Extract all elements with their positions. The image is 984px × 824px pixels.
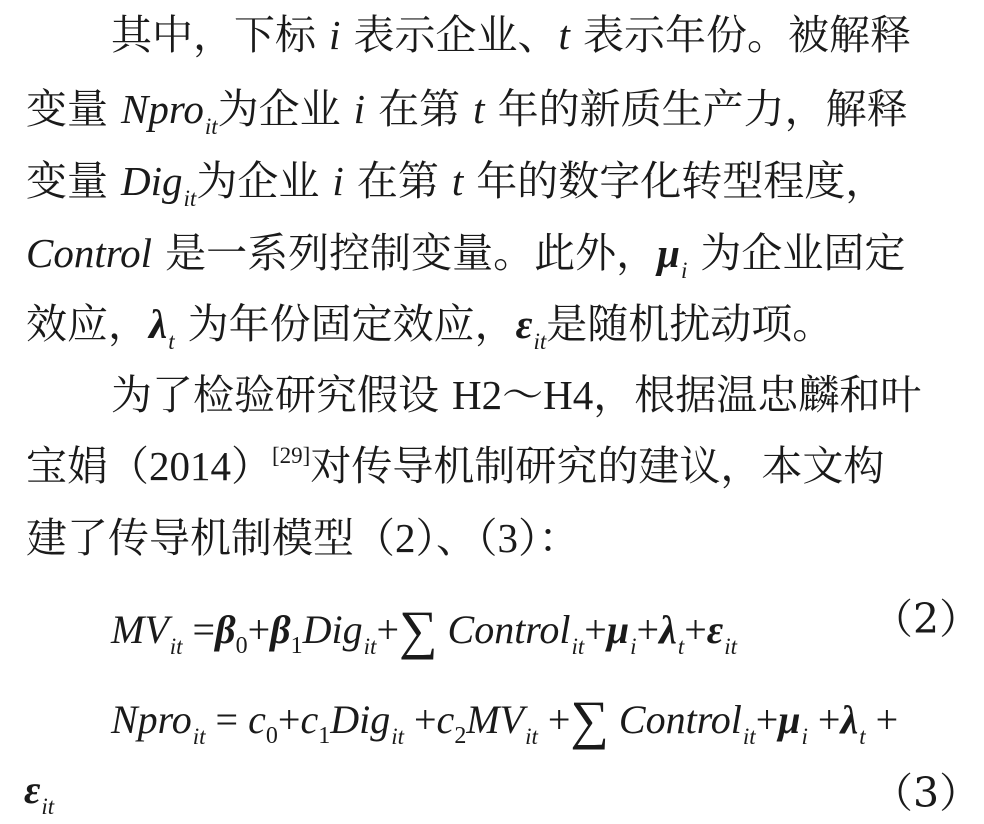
subscript: it: [525, 724, 538, 749]
mu-symbol: μ: [657, 230, 680, 276]
var-control: Control: [447, 607, 571, 652]
var-control: Control: [26, 230, 153, 276]
subscript: it: [391, 724, 404, 749]
epsilon-symbol: ε: [24, 767, 41, 812]
subscript: it: [742, 724, 756, 749]
var-dig: Dig: [121, 158, 183, 204]
subscript: t: [168, 329, 175, 354]
paragraph-1-line-1: [111, 11, 911, 59]
var-control: Control: [618, 697, 742, 742]
subscript: t: [677, 634, 685, 659]
text: 是随机扰动项。: [546, 300, 834, 348]
text: 建了传导机制模型（: [26, 514, 395, 562]
paragraph-1-line-4: [26, 229, 906, 283]
model-number: 3: [497, 515, 518, 561]
coef-c: c: [436, 697, 455, 742]
text: 宝娟（: [26, 442, 149, 490]
paragraph-2-line-3: [26, 514, 580, 562]
mu-symbol: μ: [778, 697, 801, 742]
beta-symbol: β: [270, 607, 291, 652]
subscript: it: [363, 634, 377, 659]
equation-3: [111, 688, 899, 750]
subscript: 0: [235, 633, 248, 659]
text: ）：: [518, 514, 580, 562]
plus-sign: +: [247, 607, 271, 652]
lambda-symbol: λ: [149, 301, 168, 347]
hypothesis-range: H2～H4: [452, 372, 594, 418]
text: 对传导机制研究的建议，本文构: [310, 442, 885, 490]
subscript: 1: [318, 723, 331, 749]
subscript: t: [859, 724, 866, 749]
epsilon-symbol: ε: [706, 607, 724, 652]
paragraph-1-line-3: [26, 157, 887, 211]
subscript: 2: [454, 723, 467, 749]
index-i: i: [332, 158, 344, 204]
lambda-symbol: λ: [840, 697, 859, 742]
plus-sign: +: [636, 607, 660, 652]
text: 年的新质生产力，解释: [484, 85, 908, 133]
text: ）: [231, 442, 272, 490]
text: 年的数字化转型程度，: [463, 157, 887, 205]
text: 其中，下标: [111, 11, 330, 59]
text: 效应，: [26, 300, 149, 348]
subscript: i: [630, 634, 637, 659]
index-i: i: [329, 12, 341, 58]
text: 表示企业、: [340, 11, 559, 59]
subscript: it: [724, 634, 737, 659]
subscript: it: [533, 329, 547, 354]
subscript: i: [680, 258, 688, 283]
var-mv: MV: [466, 697, 525, 742]
eq-lhs: MV: [111, 607, 169, 652]
subscript: 0: [265, 723, 278, 749]
coef-c: c: [300, 697, 319, 742]
index-i: i: [353, 86, 366, 132]
paragraph-1-line-5: [26, 300, 834, 354]
model-number: 2: [395, 515, 416, 561]
equals-sign: =: [215, 697, 239, 742]
text: 为企业: [217, 85, 354, 133]
lambda-symbol: λ: [659, 607, 677, 652]
index-t: t: [451, 158, 464, 204]
subscript: i: [801, 724, 808, 749]
reference-marker: [29]: [272, 443, 311, 468]
plus-sign: +: [875, 697, 899, 742]
summation-symbol: ∑: [399, 600, 438, 660]
text: 变量: [26, 157, 122, 205]
subscript: 1: [290, 633, 303, 659]
citation-year: 2014: [149, 443, 231, 489]
equation-2: [111, 598, 737, 660]
subscript: it: [183, 186, 197, 211]
text: 为企业固定: [687, 229, 906, 277]
text: 在第: [365, 85, 474, 133]
plus-sign: +: [684, 607, 707, 652]
var-npro: Npro: [121, 86, 204, 132]
plus-sign: +: [547, 697, 571, 742]
var-dig: Dig: [302, 607, 363, 652]
subscript: it: [41, 794, 55, 819]
equation-3-continuation: [24, 767, 55, 819]
text: 为企业: [196, 157, 333, 205]
text: 为年份固定效应，: [174, 300, 516, 348]
var-dig: Dig: [330, 697, 391, 742]
subscript: it: [192, 724, 206, 749]
plus-sign: +: [376, 607, 400, 652]
equals-sign: =: [192, 607, 216, 652]
paragraph-2-line-2: [26, 442, 885, 490]
paragraph-2-line-1: [111, 371, 922, 419]
coef-c: c: [248, 697, 266, 742]
eq-lhs: Npro: [111, 697, 192, 742]
paragraph-1-line-2: [26, 85, 908, 139]
text: 在第: [343, 157, 452, 205]
text: 变量: [26, 85, 122, 133]
plus-sign: +: [755, 697, 779, 742]
subscript: it: [169, 634, 183, 659]
subscript: it: [204, 114, 218, 139]
text: ，根据温忠麟和叶: [593, 371, 922, 419]
index-t: t: [558, 12, 570, 58]
text: 为了检验研究假设: [111, 371, 453, 419]
index-t: t: [473, 86, 485, 132]
equation-2-number: （2）: [872, 595, 981, 643]
equation-3-number: （3）: [872, 769, 981, 817]
text: ）、（: [415, 514, 498, 562]
beta-symbol: β: [215, 607, 236, 652]
mu-symbol: μ: [606, 607, 630, 652]
subscript: it: [571, 634, 585, 659]
plus-sign: +: [413, 697, 437, 742]
text: 是一系列控制变量。此外，: [152, 229, 658, 277]
epsilon-symbol: ε: [515, 301, 533, 347]
plus-sign: +: [584, 607, 607, 652]
plus-sign: +: [277, 697, 301, 742]
text: 表示年份。被解释: [569, 11, 911, 59]
summation-symbol: ∑: [570, 690, 609, 750]
plus-sign: +: [817, 697, 841, 742]
